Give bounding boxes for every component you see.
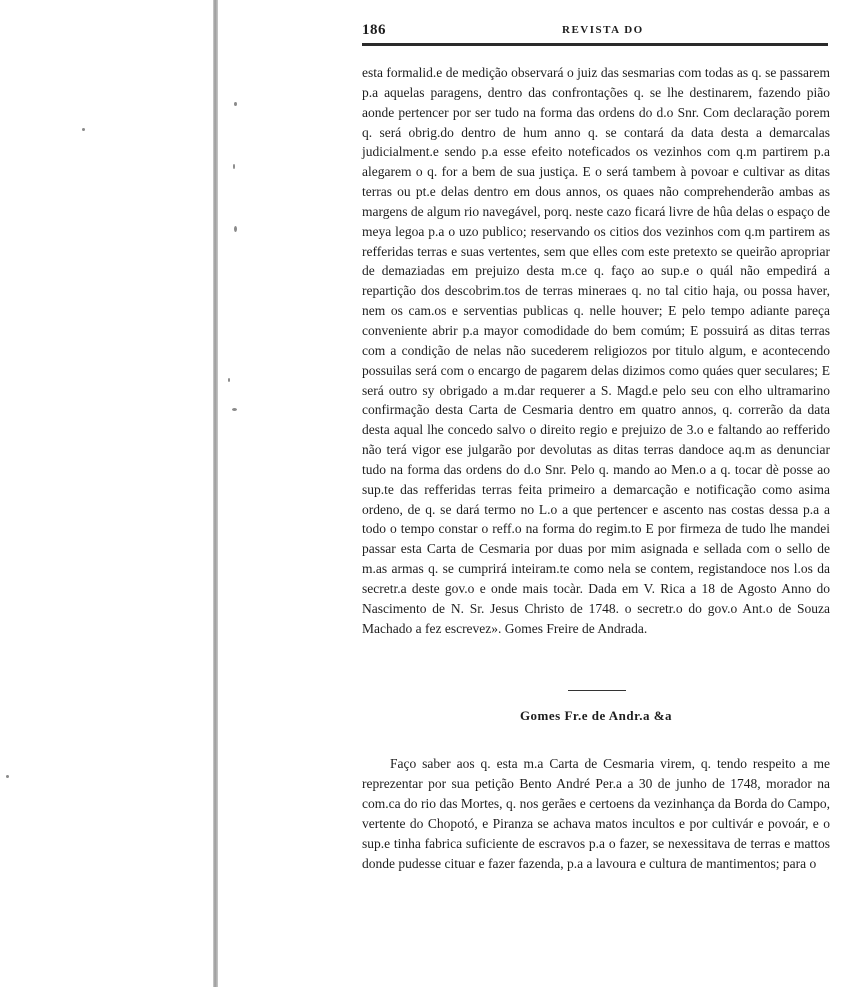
- page-header: [362, 22, 828, 42]
- page-gutter-edge: [213, 0, 218, 987]
- page-number: 186: [362, 22, 386, 38]
- scan-speck: [234, 226, 237, 232]
- running-head: REVISTA DO: [562, 24, 644, 36]
- scan-speck: [6, 775, 9, 778]
- section-paragraph: Faço saber aos q. esta m.a Carta de Cesmaria virem, q. tendo respeito a me reprezentar por sua petição Bento André Per.a a 30 de junho de 1748, morador na com.ca do rio das Mortes, q. nos gerães e certoens da vezinhança da Borda do Campo, vertente do Chopotó, e Piranza se achava matos incultos e por cultivár e povoár, e o sup.e tinha fabrica suficiente de escravos p.a o fazer, se nexessitava de terras e mattos donde pudesse cituar e fazer fazenda, p.a a lavoura e cultura de mantimentos; para o: [362, 756, 830, 871]
- scan-speck: [228, 378, 230, 382]
- body-paragraph: esta formalid.e de medição observará o juiz das sesmarias com todas as q. se passarem p.a aquelas paragens, dentro das confrontações q. se lhe destinarem, fazendo pião aonde pertencer por ser tudo na forma das ordens do d.o Snr. Com declaração porem q. será obrig.do dentro de hum anno q. se contará da data desta a demarcalas judicialment.e sendo p.a esse efeito noteficados os vezinhos com q.m partirem p.a alegarem o q. for a bem de sua justiça. E o será tambem à povoar e cultivar as ditas terras ou pt.e delas dentro em dous annos, os quaes não comprehenderão ambas as margens de algum rio navegável, porq. neste cazo ficará livre de hûa delas o espaço de meya legoa p.a o uzo publico; reservando os citios dos vezinhos com q.m partirem as refferidas terras e suas vertentes, sem que elles com este pretexto se queirão apropriar de demaziadas em prejuizo desta m.ce q. faço ao sup.e o quál não empedirá a repartição dos descobrim.tos de terras mineraes q. no tal citio haja, ou possa haver, nem os cam.os e serventias publicas q. nelle houver; E pelo tempo adiante pareça conveniente abrir p.a mayor comodidade do bem comúm; E possuirá as ditas terras com a condição de nelas não sucederem religiozos por titulo algum, e acontecendo possuilas será com o encargo de pagarem delas dizimos como quáes quer seculares; E será outro sy obrigado a m.dar requerer a S. Magd.e pelo seu con elho ultramarino confirmação desta Carta de Cesmaria dentro em quatro annos, q. correrão da data desta aqual lhe concedo salvo o direito regio e prejuizo de 3.o e faltando ao refferido não terá vigor ese julgarão por devolutas as ditas terras dandoce aq.m as denunciar tudo na forma das ordens do d.o Snr. Pelo q. mando ao Men.o a q. tocar dè posse ao sup.te das refferidas terras feita primeiro a demarcação e notificação como asima ordeno, de q. se dará termo no L.o a que pertencer e ascento nas costas dessa p.a a todo o tempo constar o reff.o na forma do regim.to E por firmeza de tudo lhe mandei passar esta Carta de Cesmaria por duas por mim asignada e sellada com o sello de m.as armas q. se cumprirá inteiram.te como nela se contem, registandoce nos l.os da secretr.a deste gov.o e onde mais tocàr. Dada em V. Rica a 18 de Agosto Anno do Nascimento de N. Sr. Jesus Christo de 1748. o secretr.o do gov.o Ant.o de Souza Machado a fez escrevez». Gomes Freire de Andrada.: [362, 65, 830, 636]
- section-heading: Gomes Fr.e de Andr.a &a: [519, 708, 673, 723]
- scan-speck: [233, 164, 235, 169]
- section-separator: [568, 690, 626, 691]
- scan-speck: [232, 408, 237, 411]
- scan-speck: [82, 128, 85, 131]
- header-rule: [362, 43, 828, 46]
- scan-speck: [234, 102, 237, 106]
